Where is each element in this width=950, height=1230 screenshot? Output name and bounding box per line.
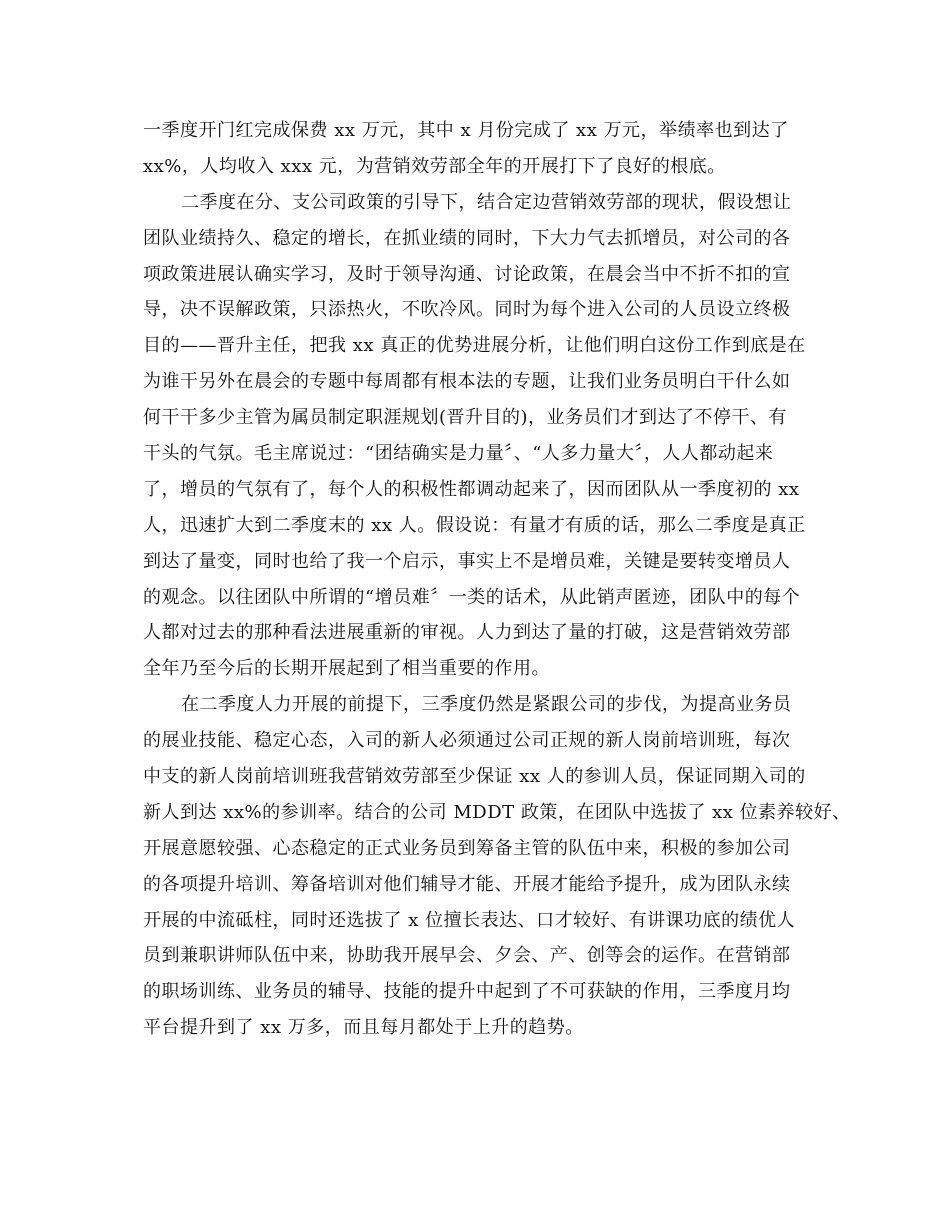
text-line: 目的——晋升主任，把我 xx 真正的优势进展分析，让他们明白这份工作到底是在 bbox=[143, 335, 806, 357]
text-line: 项政策进展认确实学习，及时于领导沟通、讨论政策，在晨会当中不折不扣的宣 bbox=[143, 263, 791, 285]
text-line: 到达了量变，同时也给了我一个启示，事实上不是增员难，关键是要转变增员人 bbox=[143, 550, 791, 572]
text-line: 的观念。以往团队中所谓的“增员难〞一类的话术，从此销声匿迹，团队中的每个 bbox=[143, 586, 801, 608]
text-line: 开展的中流砥柱，同时还选拔了 x 位擅长表达、口才较好、有讲课功底的绩优人 bbox=[143, 909, 796, 931]
text-line: 开展意愿较强、心态稳定的正式业务员到筹备主管的队伍中来，积极的参加公司 bbox=[143, 837, 791, 859]
body-text bbox=[143, 113, 851, 1046]
text-line: 新人到达 xx%的参训率。结合的公司 MDDT 政策，在团队中选拔了 xx 位素养较好、 bbox=[143, 801, 851, 823]
text-line: 全年乃至今后的长期开展起到了相当重要的作用。 bbox=[143, 658, 550, 680]
paragraph-start-line: 二季度在分、支公司政策的引导下，结合定边营销效劳部的现状，假设想让 bbox=[181, 191, 792, 213]
text-line: 导，决不误解政策，只添热火，不吹冷风。同时为每个进入公司的人员设立终极 bbox=[143, 299, 791, 321]
text-line: 的各项提升培训、筹备培训对他们辅导才能、开展才能给予提升，成为团队永续 bbox=[143, 873, 791, 895]
text-line: 中支的新人岗前培训班我营销效劳部至少保证 xx 人的参训人员，保证同期入司的 bbox=[143, 766, 806, 788]
text-line: 干头的气氛。毛主席说过：“团结确实是力量〞、“人多力量大〞，人人都动起来 bbox=[143, 443, 774, 465]
text-line: 的职场训练、业务员的辅导、技能的提升中起到了不可获缺的作用，三季度月均 bbox=[143, 981, 791, 1003]
text-line: 团队业绩持久、稳定的增长，在抓业绩的同时，下大力气去抓增员，对公司的各 bbox=[143, 227, 791, 249]
text-line: 的展业技能、稳定心态，入司的新人必须通过公司正规的新人岗前培训班，每次 bbox=[143, 730, 791, 752]
text-line: 了，增员的气氛有了，每个人的积极性都调动起来了，因而团队从一季度初的 xx bbox=[143, 478, 800, 500]
paragraph-start-line: 在二季度人力开展的前提下，三季度仍然是紧跟公司的步伐，为提高业务员 bbox=[181, 694, 792, 716]
text-line: 平台提升到了 xx 万多，而且每月都处于上升的趋势。 bbox=[143, 1017, 584, 1039]
text-line: xx%，人均收入 xxx 元，为营销效劳部全年的开展打下了良好的根底。 bbox=[143, 155, 726, 177]
text-line: 一季度开门红完成保费 xx 万元，其中 x 月份完成了 xx 万元，举绩率也到达了 bbox=[143, 120, 789, 141]
text-line: 人，迅速扩大到二季度末的 xx 人。假设说：有量才有质的话，那么二季度是真正 bbox=[143, 514, 806, 536]
text-line: 员到兼职讲师队伍中来，协助我开展早会、夕会、产、创等会的运作。在营销部 bbox=[143, 945, 791, 967]
text-line: 人都对过去的那种看法进展重新的审视。人力到达了量的打破，这是营销效劳部 bbox=[143, 622, 791, 644]
text-line: 为谁干另外在晨会的专题中每周都有根本法的专题，让我们业务员明白干什么如 bbox=[143, 371, 791, 393]
text-line: 何干干多少主管为属员制定职涯规划(晋升目的)，业务员们才到达了不停干、有 bbox=[143, 407, 788, 429]
